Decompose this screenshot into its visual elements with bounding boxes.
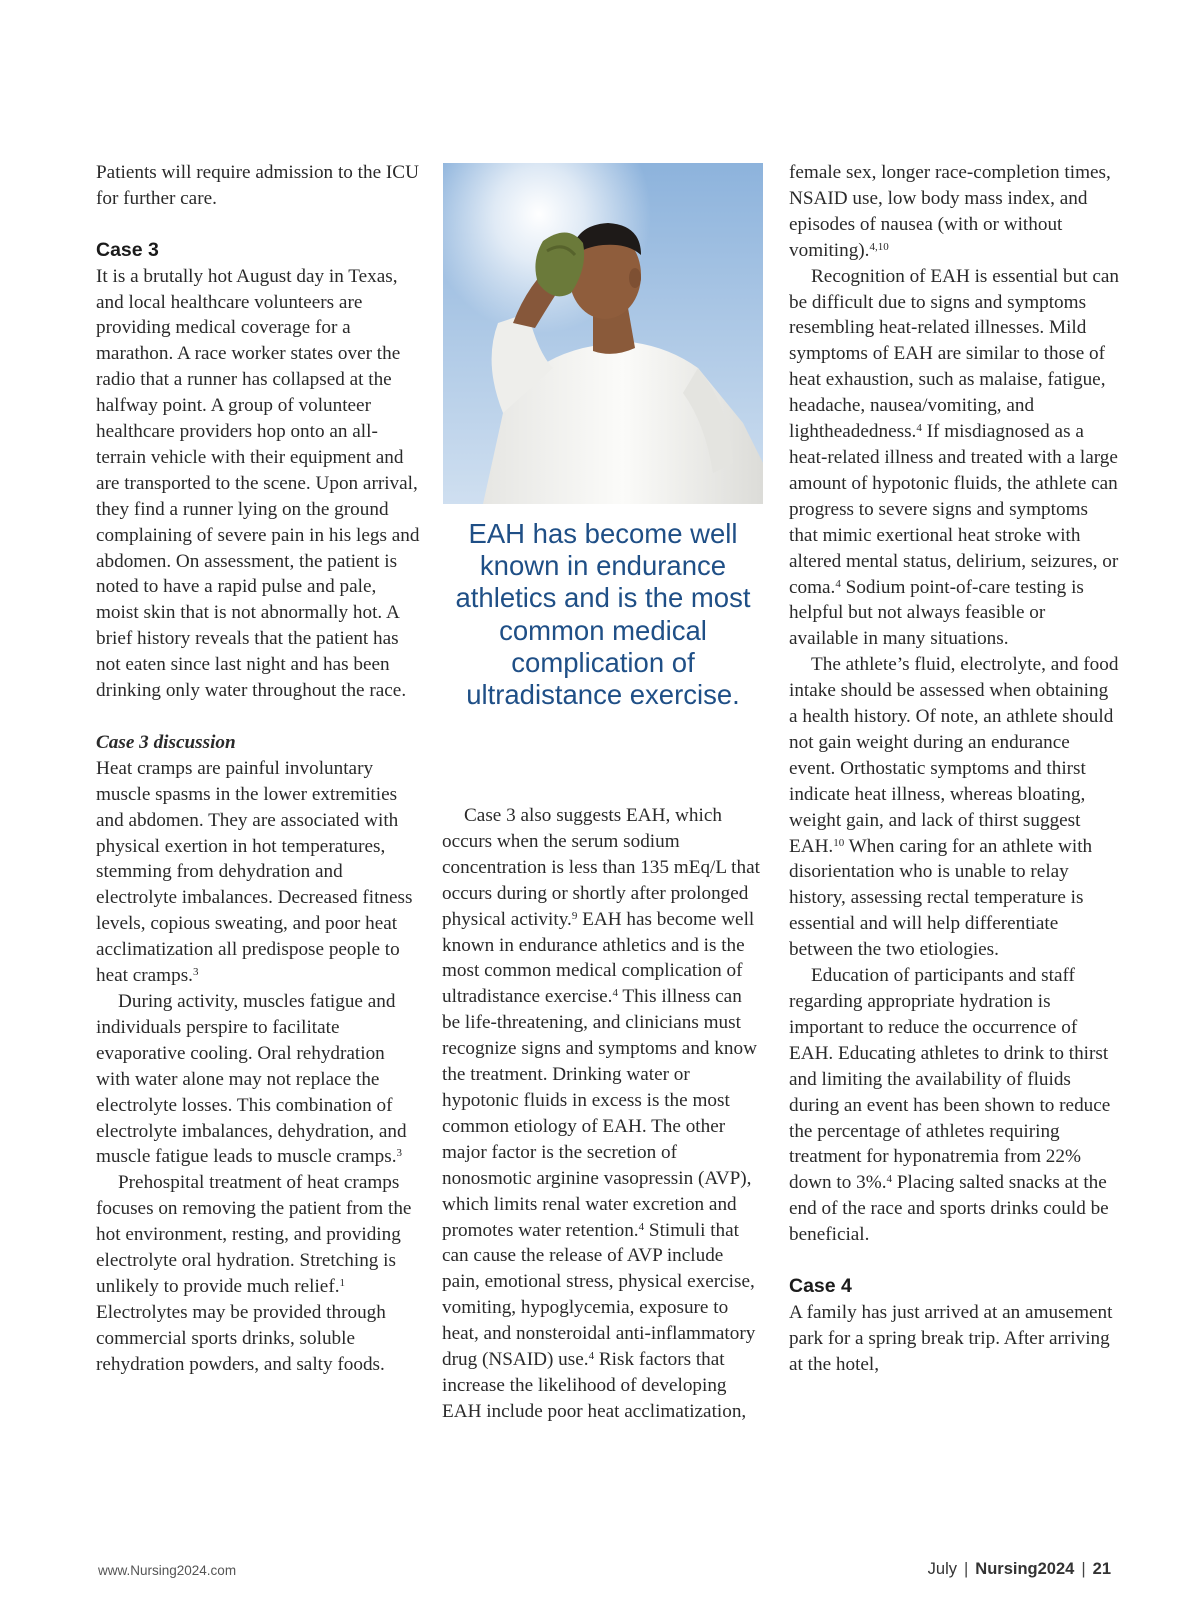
photo-illustration (443, 163, 763, 504)
case-3-heading: Case 3 (96, 238, 159, 261)
column-2 (442, 803, 764, 1425)
case-3-paragraph: It is a brutally hot August day in Texas, and local healthcare volunteers are providing medical coverage for a marathon. A race worker states over the radio that a runner has collapsed at the halfway point. A group of volunteer healthcare providers hop onto an all-terrain vehicle with their equipment and are transported to the scene. Upon arrival, they find a runner lying on the ground complaining of severe pain in his legs and abdomen. On assessment, the patient is noted to have a rapid pulse and pale, moist skin that is not abnormally hot. A brief history reveals that the patient has not eaten since last night and has been drinking only water throughout the race. (96, 265, 420, 702)
reference: 4 (612, 987, 618, 1000)
footer-website: www.Nursing2024.com (98, 1563, 237, 1578)
reference: 1 (339, 1276, 346, 1289)
discussion-paragraph-3: Prehospital treatment of heat cramps focuses on removing the patient from the hot environment, resting, and providing electrolyte oral hydration. Stretching is unlikely to provide much relief.$^1$ Electrolytes may be provided through commercial sports drinks, soluble rehydration powders, and salty foods. (96, 1172, 412, 1375)
reference: 3 (396, 1147, 403, 1160)
reference: 4,10 (869, 240, 889, 253)
footer-separator: | (964, 1560, 969, 1578)
page-number: 21 (1092, 1560, 1111, 1578)
recognition-paragraph: Recognition of EAH is essential but can be difficult due to signs and symptoms resembling heat-related illnesses. Mild symptoms of EAH are similar to those of heat exhaustion, such as malaise, fatigue, headache, nausea/vomiting, and lightheadedness.$^4$ If misdiagnosed as a heat-related illness and treated with a large amount of hypotonic fluids, the athlete can progress to severe signs and symptoms that mimic exertional heat stroke with altered mental status, delirium, seizures, or coma.$^4$ Sodium point-of-care testing is helpful but not always feasible or available in many situations. (789, 265, 1120, 650)
footer-folio (928, 1560, 1111, 1579)
reference: 4 (916, 422, 922, 435)
discussion-paragraph-1: Heat cramps are painful involuntary muscle spasms in the lower extremities and abdomen. They are associated with physical exertion in hot temperatures, stemming from dehydration and electrolyte imbalances. Decreased fitness levels, copious sweating, and poor heat acclimatization all predispose people to heat cramps.$^3$ (96, 757, 413, 987)
reference: 9 (571, 909, 578, 922)
reference: 4 (835, 577, 841, 590)
column-3 (789, 160, 1119, 1378)
reference: 4 (886, 1173, 893, 1186)
footer-separator: | (1081, 1560, 1086, 1578)
reference: 4 (588, 1350, 595, 1363)
reference: 4 (638, 1220, 645, 1233)
reference: 10 (833, 836, 845, 849)
footer-journal: Nursing2024 (975, 1560, 1075, 1578)
discussion-paragraph-2: During activity, muscles fatigue and individuals perspire to facilitate evaporative cooling. Oral rehydration with water alone may not replace the electrolyte losses. This combination of electrolyte imbalances, dehydration, and muscle fatigue leads to muscle cramps.$^3$ (96, 990, 407, 1168)
reference: 3 (192, 966, 199, 979)
eah-paragraph: Case 3 also suggests EAH, which occurs when the serum sodium concentration is less than 135 mEq/L that occurs during or shortly after prolonged physical activity.$^9$ EAH has become well known in endurance athletics and is the most common medical complication of ultradistance exercise.$^4$ This illness can be life-threatening, and clinicians must recognize signs and symptoms and know the treatment. Drinking water or hypotonic fluids in excess is the most common etiology of EAH. The other major factor is the secretion of nonosmotic arginine vasopressin (AVP), which limits renal water excretion and promotes water retention.$^4$ Stimuli that can cause the release of AVP include pain, emotional stress, physical exercise, vomiting, hypoglycemia, exposure to heat, and nonsteroidal anti-inflammatory drug (NSAID) use.$^4$ Risk factors that increase the likelihood of developing EAH include poor heat acclimatization, (442, 805, 760, 1422)
intake-paragraph: The athlete’s fluid, electrolyte, and food intake should be assessed when obtaining a health history. Of note, an athlete should not gain weight during an endurance event. Orthostatic symptoms and thirst indicate heat illness, whereas bloating, weight gain, and lack of thirst suggest EAH.$^{10}$ When caring for an athlete with disorientation who is unable to relay history, assessing rectal temperature is essential and will help differentiate between the two etiologies. (789, 654, 1119, 961)
man-wiping-sweat-photo (443, 163, 763, 504)
education-paragraph: Education of participants and staff regarding appropriate hydration is important to reduce the occurrence of EAH. Educating athletes to drink to thirst and limiting the availability of fluids during an event has been shown to reduce the percentage of athletes requiring treatment for hyponatremia from 22% down to 3%.$^4$ Placing salted snacks at the end of the race and sports drinks could be beneficial. (789, 965, 1111, 1246)
case-4-heading: Case 4 (789, 1274, 852, 1297)
risk-factors-paragraph: female sex, longer race-completion times, NSAID use, low body mass index, and episodes of nausea (with or without vomiting).$^{4,10}$ (789, 162, 1111, 261)
intro-paragraph: Patients will require admission to the ICU for further care. (96, 162, 419, 209)
pull-quote: EAH has become well known in endurance athletics and is the most common medical complication of ultradistance exercise. (455, 518, 751, 711)
footer-month: July (927, 1560, 957, 1578)
column-1 (96, 160, 421, 1378)
case-3-discussion-heading: Case 3 discussion (96, 731, 236, 753)
case-4-paragraph: A family has just arrived at an amusement park for a spring break trip. After arriving at the hotel, (789, 1301, 1113, 1375)
